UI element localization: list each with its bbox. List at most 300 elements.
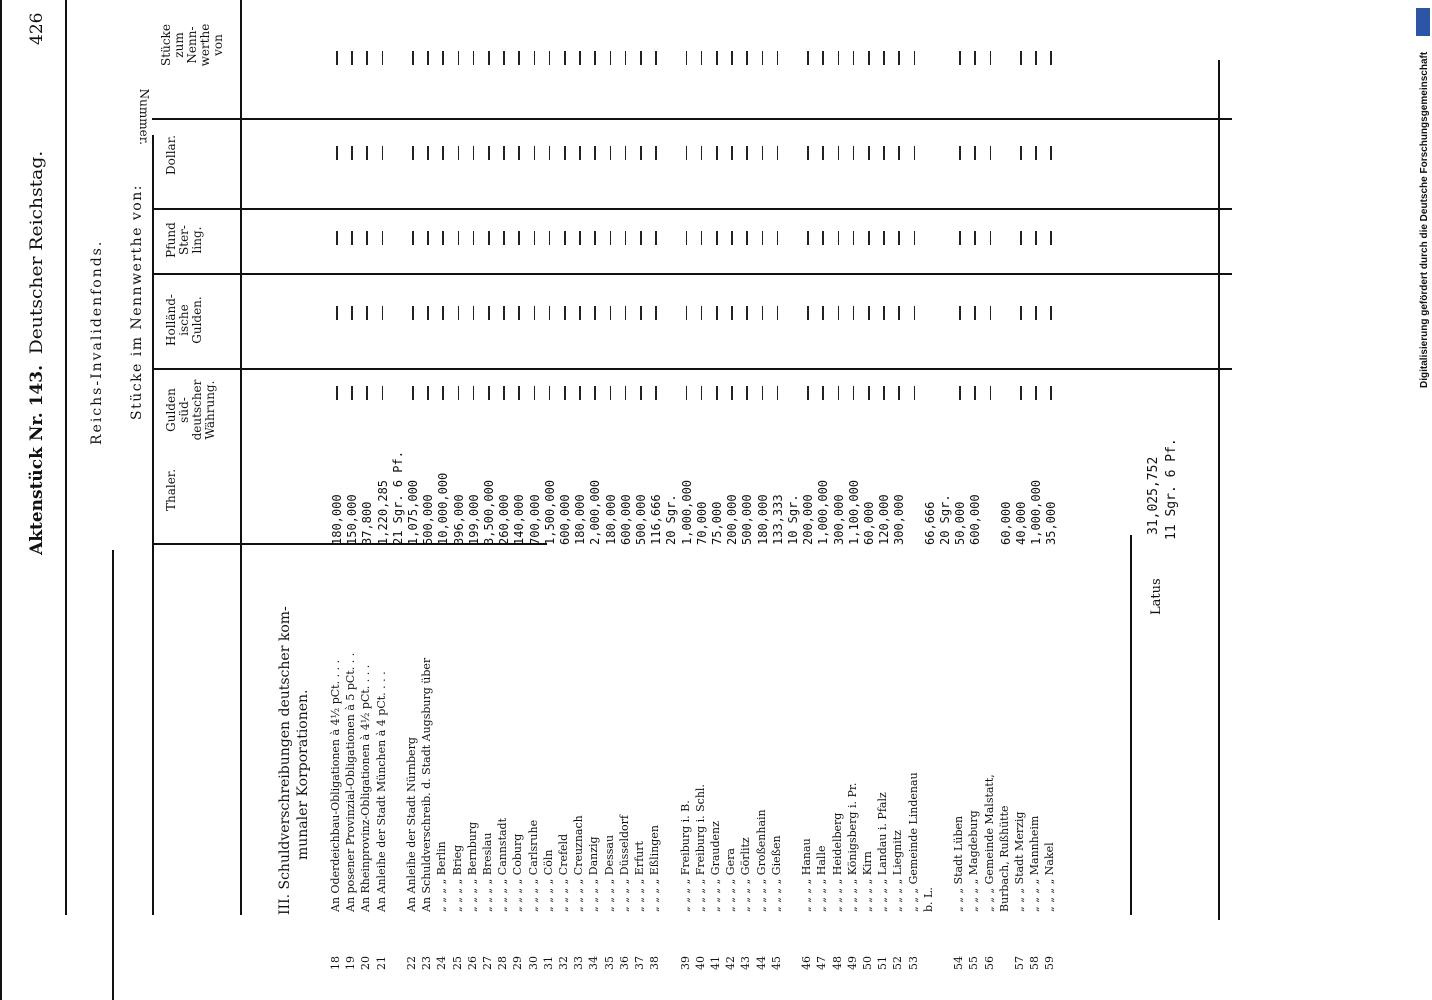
section-title-1: III. Schuldverschreibungen deutscher kom- — [277, 606, 293, 915]
empty-cell-dash — [458, 231, 460, 245]
row-thaler-value: 500,000 — [634, 494, 648, 545]
col-sep-3 — [152, 274, 1232, 276]
row-number: 32 — [557, 956, 570, 970]
latus-value: 31,025,752 — [1146, 456, 1161, 535]
row-description: „ „ „ Gemeinde Lindenau — [906, 772, 920, 912]
empty-cell-dash — [610, 146, 612, 160]
row-description: „ „ „ „ Gießen — [769, 835, 783, 912]
empty-cell-dash — [1020, 51, 1022, 65]
col-header-thaler: Thaler. — [164, 468, 178, 512]
empty-cell-dash — [990, 231, 992, 245]
empty-cell-dash — [686, 306, 688, 320]
row-thaler-value: 1,000,000 — [679, 479, 694, 545]
empty-cell-dash — [990, 386, 992, 400]
empty-cell-dash — [868, 386, 870, 400]
empty-cell-dash — [549, 231, 551, 245]
empty-cell-dash — [1050, 146, 1052, 160]
row-description: „ „ „ „ Berlin — [435, 841, 449, 912]
empty-cell-dash — [716, 231, 718, 245]
row-description: An Rheinprovinz-Obligationen à 4½ pCt. . . . — [359, 664, 373, 912]
empty-cell-dash — [686, 51, 688, 65]
col-sep-5 — [152, 119, 1232, 121]
empty-cell-dash — [382, 51, 384, 65]
row-number: 40 — [693, 956, 707, 970]
row-number: 42 — [724, 956, 738, 970]
empty-cell-dash — [883, 146, 885, 160]
row-thaler-value: 1,000,000 — [1029, 479, 1044, 545]
row-description: „ „ „ „ Cöln — [541, 849, 555, 912]
empty-cell-dash — [336, 231, 338, 245]
empty-cell-dash — [701, 51, 703, 65]
empty-cell-dash — [458, 146, 460, 160]
row-description: „ „ „ „ Creuznach — [572, 815, 586, 912]
row-description: An Anleihe der Stadt München à 4 pCt. . . . — [374, 671, 388, 912]
empty-cell-dash — [640, 51, 642, 65]
row-description: „ „ „ „ Düsseldorf — [617, 815, 631, 912]
row-description: „ „ „ „ Cannstadt — [496, 817, 510, 912]
empty-cell-dash — [959, 306, 961, 320]
fund-rule — [112, 550, 114, 1000]
row-number: 33 — [572, 956, 586, 970]
row-number: 44 — [754, 956, 768, 970]
empty-cell-dash — [336, 306, 338, 320]
empty-cell-dash — [898, 51, 900, 65]
col-header-gulden-sd: Gulden süd- deutscher Währung. — [164, 379, 217, 441]
empty-cell-dash — [822, 306, 824, 320]
empty-cell-dash — [351, 386, 353, 400]
row-number: 41 — [709, 956, 722, 970]
empty-cell-dash — [777, 51, 779, 65]
empty-cell-dash — [838, 51, 840, 65]
empty-cell-dash — [701, 146, 703, 160]
empty-cell-dash — [746, 146, 748, 160]
empty-cell-dash — [807, 51, 809, 65]
empty-cell-dash — [564, 306, 566, 320]
empty-cell-dash — [412, 386, 414, 400]
empty-cell-dash — [762, 386, 764, 400]
empty-cell-dash — [853, 386, 855, 400]
row-thaler-value: 260,000 — [497, 494, 512, 545]
empty-cell-dash — [503, 231, 505, 245]
row-thaler-value: 1,220,285 — [375, 479, 390, 545]
empty-cell-dash — [579, 51, 581, 65]
empty-cell-dash — [838, 146, 840, 160]
latus-value-2: 11 Sgr. 6 Pf. — [1164, 438, 1179, 540]
row-description: „ „ „ „ Mannheim — [1028, 815, 1042, 912]
row-number: 46 — [800, 956, 814, 970]
column-header-rule — [240, 0, 242, 915]
row-description: „ „ „ Gemeinde Malstatt, — [982, 774, 996, 912]
empty-cell-dash — [974, 231, 976, 245]
row-thaler-value: 200,000 — [725, 494, 740, 545]
empty-cell-dash — [534, 231, 536, 245]
col-header-stuecke: Stücke zum Nenn- werthe von — [159, 23, 225, 67]
empty-cell-dash — [442, 146, 444, 160]
empty-cell-dash — [853, 231, 855, 245]
empty-cell-dash — [382, 231, 384, 245]
row-description: An Oderdeichbau-Obligationen à 4½ pCt. . . . — [329, 659, 342, 912]
empty-cell-dash — [442, 51, 444, 65]
row-description: „ „ „ „ Landau i. Pfalz — [876, 792, 890, 912]
empty-cell-dash — [974, 146, 976, 160]
row-thaler-value: 180,000 — [755, 494, 770, 545]
row-number: 20 — [359, 956, 373, 970]
row-number: 25 — [450, 956, 464, 970]
row-description: „ „ „ „ Dessau — [602, 834, 616, 912]
row-number: 30 — [526, 956, 540, 970]
row-description: An posener Provinzial-Obligationen à 5 pCt. . . — [344, 652, 358, 912]
empty-cell-dash — [898, 306, 900, 320]
row-number: 35 — [602, 956, 616, 970]
row-thaler-value: 1,000,000 — [816, 479, 831, 545]
empty-cell-dash — [762, 51, 764, 65]
empty-cell-dash — [731, 306, 733, 320]
row-number: 36 — [617, 956, 631, 970]
empty-cell-dash — [959, 146, 961, 160]
section-title-2: munaler Korporationen. — [295, 689, 311, 860]
row-description: „ „ „ „ Großenhain — [754, 809, 768, 912]
empty-cell-dash — [1020, 146, 1022, 160]
latus-label: Latus — [1149, 578, 1164, 615]
row-description: „ „ „ „ Eßlingen — [648, 825, 662, 912]
empty-cell-dash — [1050, 51, 1052, 65]
empty-cell-dash — [853, 306, 855, 320]
row-number: 28 — [496, 956, 510, 970]
empty-cell-dash — [990, 306, 992, 320]
empty-cell-dash — [731, 231, 733, 245]
left-title: Deutscher Reichstag. — [27, 150, 47, 355]
row-number: 59 — [1043, 956, 1057, 970]
empty-cell-dash — [655, 231, 657, 245]
row-number: 52 — [891, 956, 905, 970]
row-description: „ „ „ „ Bernburg — [465, 821, 479, 912]
row-thaler-value: 20 Sgr. — [938, 494, 952, 545]
empty-cell-dash — [473, 146, 475, 160]
col-sep-2 — [152, 369, 1232, 371]
empty-cell-dash — [701, 306, 703, 320]
row-number: 19 — [344, 956, 358, 970]
empty-cell-dash — [366, 146, 368, 160]
row-thaler-value: 120,000 — [877, 494, 892, 545]
empty-cell-dash — [853, 51, 855, 65]
row-number: 24 — [435, 956, 449, 970]
empty-cell-dash — [564, 51, 566, 65]
row-description: „ „ „ „ Magdeburg — [967, 810, 981, 912]
empty-cell-dash — [579, 386, 581, 400]
empty-cell-dash — [807, 231, 809, 245]
row-thaler-value: 140,000 — [512, 494, 527, 545]
empty-cell-dash — [534, 306, 536, 320]
empty-cell-dash — [868, 306, 870, 320]
row-thaler-value: 60,000 — [862, 501, 876, 545]
empty-cell-dash — [883, 306, 885, 320]
empty-cell-dash — [549, 386, 551, 400]
empty-cell-dash — [366, 231, 368, 245]
row-thaler-value: 199,000 — [466, 494, 481, 545]
empty-cell-dash — [473, 386, 475, 400]
empty-cell-dash — [1020, 231, 1022, 245]
row-description: „ „ „ „ Liegnitz — [891, 830, 905, 912]
row-number: 31 — [541, 956, 555, 970]
empty-cell-dash — [534, 146, 536, 160]
empty-cell-dash — [594, 146, 596, 160]
empty-cell-dash — [412, 51, 414, 65]
empty-cell-dash — [640, 146, 642, 160]
empty-cell-dash — [336, 51, 338, 65]
row-number: 21 — [374, 956, 388, 970]
empty-cell-dash — [701, 386, 703, 400]
empty-cell-dash — [959, 231, 961, 245]
empty-cell-dash — [1035, 231, 1037, 245]
empty-cell-dash — [746, 306, 748, 320]
empty-cell-dash — [488, 386, 490, 400]
empty-cell-dash — [746, 51, 748, 65]
row-thaler-value: 1,500,000 — [542, 479, 557, 545]
row-thaler-value: 60,000 — [998, 501, 1013, 545]
empty-cell-dash — [898, 386, 900, 400]
empty-cell-dash — [412, 306, 414, 320]
row-number: 23 — [420, 956, 434, 970]
empty-cell-dash — [442, 231, 444, 245]
empty-cell-dash — [777, 231, 779, 245]
row-thaler-value: 300,000 — [831, 494, 846, 545]
row-thaler-value: 200,000 — [801, 494, 816, 545]
empty-cell-dash — [868, 231, 870, 245]
row-thaler-value: 500,000 — [740, 494, 755, 545]
empty-cell-dash — [716, 146, 718, 160]
empty-cell-dash — [351, 306, 353, 320]
empty-cell-dash — [503, 306, 505, 320]
row-number: 47 — [815, 956, 829, 970]
row-description: „ „ „ „ Coburg — [511, 833, 525, 912]
row-thaler-value: 600,000 — [558, 494, 572, 545]
empty-cell-dash — [473, 231, 475, 245]
empty-cell-dash — [1035, 386, 1037, 400]
row-thaler-value: 116,666 — [649, 494, 664, 545]
row-thaler-value: 21 Sgr. 6 Pf. — [390, 451, 405, 545]
empty-cell-dash — [822, 51, 824, 65]
empty-cell-dash — [549, 51, 551, 65]
empty-cell-dash — [594, 386, 596, 400]
empty-cell-dash — [974, 386, 976, 400]
empty-cell-dash — [427, 51, 429, 65]
empty-cell-dash — [807, 386, 809, 400]
row-thaler-value: 600,000 — [968, 494, 983, 545]
row-description: „ „ „ „ Brieg — [450, 844, 464, 912]
row-thaler-value: 75,000 — [710, 501, 724, 545]
row-number: 54 — [952, 956, 966, 970]
row-thaler-value: 396,000 — [451, 494, 466, 545]
number-column-label: Nummer. — [137, 88, 151, 145]
empty-cell-dash — [1035, 51, 1037, 65]
row-number: 58 — [1028, 956, 1042, 970]
empty-cell-dash — [777, 146, 779, 160]
row-description: „ „ „ „ Danzig — [587, 836, 601, 912]
empty-cell-dash — [594, 231, 596, 245]
empty-cell-dash — [838, 386, 840, 400]
empty-cell-dash — [518, 146, 520, 160]
empty-cell-dash — [625, 146, 627, 160]
row-number: 27 — [481, 956, 494, 970]
empty-cell-dash — [594, 306, 596, 320]
empty-cell-dash — [351, 231, 353, 245]
row-description: b. L. — [921, 887, 935, 912]
empty-cell-dash — [807, 146, 809, 160]
row-number: 55 — [967, 956, 981, 970]
row-number: 34 — [587, 956, 601, 970]
dfg-logo — [1416, 8, 1430, 36]
empty-cell-dash — [488, 306, 490, 320]
empty-cell-dash — [959, 386, 961, 400]
empty-cell-dash — [655, 146, 657, 160]
row-description: „ „ „ Stadt Merzig — [1013, 811, 1026, 912]
empty-cell-dash — [518, 51, 520, 65]
empty-cell-dash — [564, 386, 566, 400]
empty-cell-dash — [731, 51, 733, 65]
empty-cell-dash — [610, 306, 612, 320]
empty-cell-dash — [427, 386, 429, 400]
empty-cell-dash — [625, 51, 627, 65]
empty-cell-dash — [503, 51, 505, 65]
empty-cell-dash — [838, 306, 840, 320]
row-number: 38 — [648, 956, 662, 970]
empty-cell-dash — [382, 386, 384, 400]
empty-cell-dash — [579, 146, 581, 160]
row-number: 50 — [861, 956, 874, 970]
row-number: 53 — [906, 956, 920, 970]
empty-cell-dash — [1050, 231, 1052, 245]
empty-cell-dash — [1020, 306, 1022, 320]
empty-cell-dash — [701, 231, 703, 245]
empty-cell-dash — [518, 231, 520, 245]
empty-cell-dash — [625, 306, 627, 320]
row-thaler-value: 37,800 — [360, 501, 375, 545]
row-description: „ „ „ „ Breslau — [481, 832, 494, 912]
header-rule — [65, 0, 67, 915]
empty-cell-dash — [686, 386, 688, 400]
empty-cell-dash — [382, 146, 384, 160]
row-thaler-value: 35,000 — [1044, 501, 1059, 545]
empty-cell-dash — [883, 231, 885, 245]
empty-cell-dash — [549, 146, 551, 160]
empty-cell-dash — [990, 51, 992, 65]
empty-cell-dash — [579, 306, 581, 320]
empty-cell-dash — [625, 231, 627, 245]
row-thaler-value: 10,000,000 — [436, 472, 451, 545]
col-sep-4 — [152, 209, 1232, 211]
empty-cell-dash — [488, 146, 490, 160]
row-number: 49 — [845, 956, 859, 970]
empty-cell-dash — [777, 306, 779, 320]
row-number: 37 — [633, 956, 646, 970]
empty-cell-dash — [427, 146, 429, 160]
row-thaler-value: 500,000 — [421, 494, 436, 545]
empty-cell-dash — [534, 51, 536, 65]
row-number: 45 — [769, 956, 783, 970]
row-description: „ „ „ Stadt Lüben — [952, 815, 966, 912]
empty-cell-dash — [822, 386, 824, 400]
empty-cell-dash — [610, 231, 612, 245]
row-thaler-value: 180,000 — [603, 494, 618, 545]
empty-cell-dash — [594, 51, 596, 65]
funding-credit: Digitalisierung gefördert durch die Deutsche Forschungsgemeinschaft — [1419, 51, 1430, 388]
row-thaler-value: 40,000 — [1014, 501, 1028, 545]
empty-cell-dash — [473, 306, 475, 320]
empty-cell-dash — [868, 146, 870, 160]
fund-title: Reichs-Invalidenfonds. — [89, 239, 105, 445]
row-thaler-value: 180,000 — [330, 494, 344, 545]
empty-cell-dash — [686, 231, 688, 245]
empty-cell-dash — [716, 306, 718, 320]
empty-cell-dash — [1050, 306, 1052, 320]
empty-cell-dash — [822, 231, 824, 245]
empty-cell-dash — [898, 146, 900, 160]
empty-cell-dash — [640, 306, 642, 320]
row-description: „ „ „ „ Crefeld — [557, 833, 570, 912]
empty-cell-dash — [458, 306, 460, 320]
empty-cell-dash — [427, 231, 429, 245]
row-number: 26 — [465, 956, 479, 970]
empty-cell-dash — [610, 386, 612, 400]
empty-cell-dash — [655, 306, 657, 320]
empty-cell-dash — [731, 146, 733, 160]
empty-cell-dash — [1020, 386, 1022, 400]
empty-cell-dash — [762, 231, 764, 245]
empty-cell-dash — [549, 306, 551, 320]
total-rule — [1130, 535, 1132, 915]
empty-cell-dash — [351, 146, 353, 160]
row-description: „ „ „ „ Gera — [724, 848, 738, 912]
empty-cell-dash — [914, 146, 916, 160]
empty-cell-dash — [503, 386, 505, 400]
row-description: „ „ „ „ Hanau — [800, 838, 814, 912]
empty-cell-dash — [883, 386, 885, 400]
row-number: 51 — [876, 956, 890, 970]
empty-cell-dash — [1035, 146, 1037, 160]
empty-cell-dash — [716, 386, 718, 400]
row-thaler-value: 50,000 — [953, 501, 968, 545]
empty-cell-dash — [473, 51, 475, 65]
empty-cell-dash — [503, 146, 505, 160]
empty-cell-dash — [686, 146, 688, 160]
group-rule — [152, 135, 154, 915]
empty-cell-dash — [442, 386, 444, 400]
col-header-holl-gulden: Holländ- ische Gulden. — [164, 294, 204, 346]
col-header-pfund: Pfund Ster- ling. — [164, 222, 204, 258]
empty-cell-dash — [564, 231, 566, 245]
empty-cell-dash — [640, 386, 642, 400]
row-thaler-value: 1,100,000 — [846, 479, 861, 545]
row-description: An Anleihe der Stadt Nürnberg — [405, 737, 418, 912]
row-description: „ „ „ „ Heidelberg — [830, 812, 844, 912]
empty-cell-dash — [777, 386, 779, 400]
empty-cell-dash — [442, 306, 444, 320]
empty-cell-dash — [488, 51, 490, 65]
empty-cell-dash — [458, 386, 460, 400]
empty-cell-dash — [366, 386, 368, 400]
empty-cell-dash — [458, 51, 460, 65]
empty-cell-dash — [1050, 386, 1052, 400]
row-number: 48 — [830, 956, 844, 970]
row-thaler-value: 300,000 — [892, 494, 907, 545]
empty-cell-dash — [914, 306, 916, 320]
row-description: An Schuldverschreib. d. Stadt Augsburg über — [420, 657, 434, 912]
empty-cell-dash — [564, 146, 566, 160]
row-description: „ „ „ „ Görlitz — [739, 837, 753, 912]
row-description: „ „ „ „ Kirn — [861, 851, 874, 912]
empty-cell-dash — [914, 231, 916, 245]
row-thaler-value: 150,000 — [345, 494, 360, 545]
